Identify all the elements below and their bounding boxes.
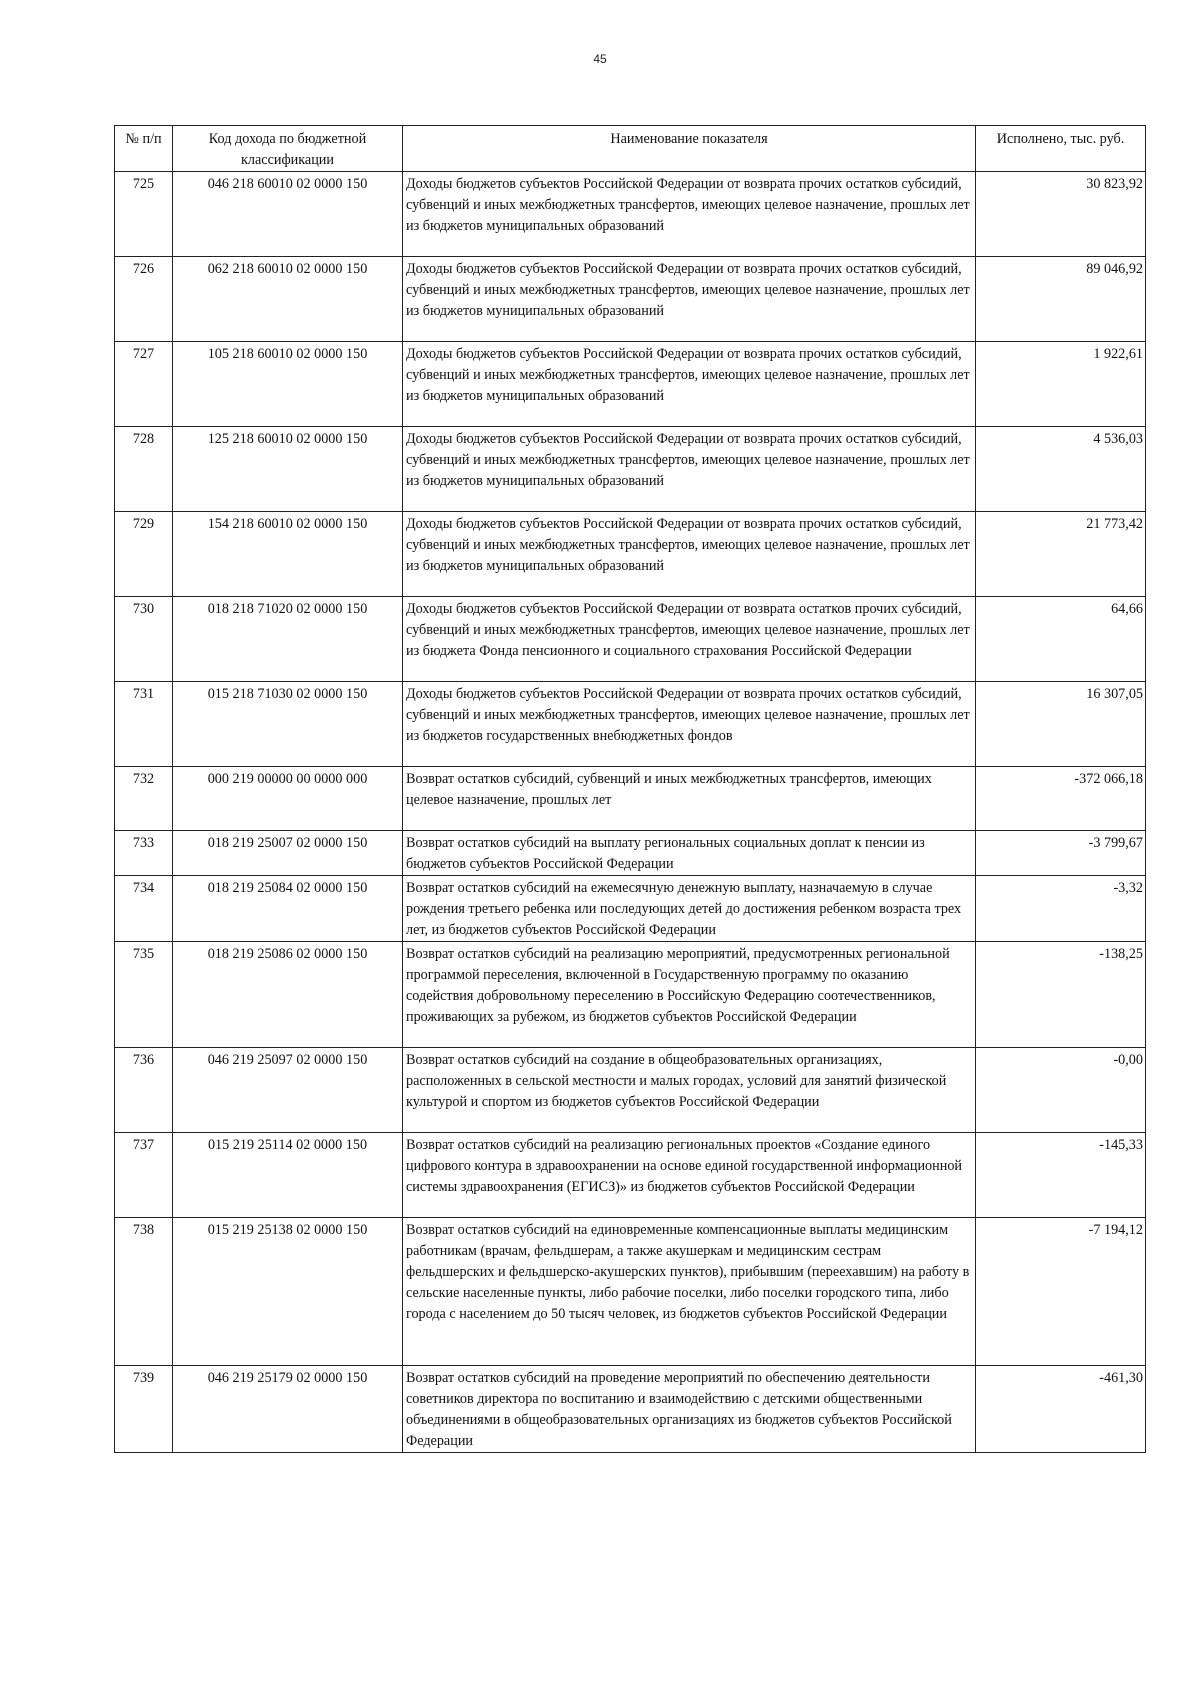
table-row xyxy=(115,1133,1146,1218)
table-row xyxy=(115,1366,1146,1453)
row-code: 046 218 60010 02 0000 150 xyxy=(173,172,403,257)
row-code: 018 218 71020 02 0000 150 xyxy=(173,597,403,682)
row-code: 018 219 25086 02 0000 150 xyxy=(173,942,403,1048)
table-row xyxy=(115,876,1146,942)
table-row xyxy=(115,1218,1146,1366)
row-name: Доходы бюджетов субъектов Российской Федерации от возврата прочих остатков субсидий, субвенций и иных межбюджетных трансфертов, имеющих целевое назначение, прошлых лет из бюджетов муниципальных образований xyxy=(403,342,976,427)
row-amount: -0,00 xyxy=(976,1048,1146,1133)
row-amount: 64,66 xyxy=(976,597,1146,682)
table-row xyxy=(115,767,1146,831)
row-name: Возврат остатков субсидий на единовременные компенсационные выплаты медицинским работникам (врачам, фельдшерам, а также акушеркам и медицинским сестрам фельдшерских и фельдшерско-акушерских пунктов), прибывшим (переехавшим) на работу в сельские населенные пункты, либо рабочие поселки, либо поселки городского типа, либо города с населением до 50 тысяч человек, из бюджетов субъектов Российской Федерации xyxy=(403,1218,976,1366)
header-num: № п/п xyxy=(115,126,173,172)
row-amount: -145,33 xyxy=(976,1133,1146,1218)
row-code: 018 219 25084 02 0000 150 xyxy=(173,876,403,942)
row-num: 738 xyxy=(115,1218,173,1366)
table-row xyxy=(115,257,1146,342)
row-num: 734 xyxy=(115,876,173,942)
header-name: Наименование показателя xyxy=(403,126,976,172)
row-num: 731 xyxy=(115,682,173,767)
row-num: 725 xyxy=(115,172,173,257)
row-amount: -461,30 xyxy=(976,1366,1146,1453)
row-num: 727 xyxy=(115,342,173,427)
row-num: 739 xyxy=(115,1366,173,1453)
row-amount: 4 536,03 xyxy=(976,427,1146,512)
row-code: 105 218 60010 02 0000 150 xyxy=(173,342,403,427)
page-number: 45 xyxy=(593,52,607,66)
row-name: Доходы бюджетов субъектов Российской Федерации от возврата прочих остатков субсидий, субвенций и иных межбюджетных трансфертов, имеющих целевое назначение, прошлых лет из бюджетов муниципальных образований xyxy=(403,427,976,512)
row-name: Доходы бюджетов субъектов Российской Федерации от возврата прочих остатков субсидий, субвенций и иных межбюджетных трансфертов, имеющих целевое назначение, прошлых лет из бюджетов государственных внебюджетных фондов xyxy=(403,682,976,767)
row-num: 728 xyxy=(115,427,173,512)
row-amount: 89 046,92 xyxy=(976,257,1146,342)
table-row xyxy=(115,942,1146,1048)
table-row xyxy=(115,597,1146,682)
row-name: Возврат остатков субсидий на проведение мероприятий по обеспечению деятельности советников директора по воспитанию и взаимодействию с детскими общественными объединениями в общеобразовательных организациях из бюджетов субъектов Российской Федерации xyxy=(403,1366,976,1453)
row-code: 015 218 71030 02 0000 150 xyxy=(173,682,403,767)
row-num: 736 xyxy=(115,1048,173,1133)
row-num: 729 xyxy=(115,512,173,597)
row-amount: -3 799,67 xyxy=(976,831,1146,876)
row-name: Возврат остатков субсидий на реализацию мероприятий, предусмотренных региональной программой переселения, включенной в Государственную программу по оказанию содействия добровольному переселению в Российскую Федерацию соотечественников, проживающих за рубежом, из бюджетов субъектов Российской Федерации xyxy=(403,942,976,1048)
budget-table xyxy=(114,125,1146,1453)
row-code: 015 219 25114 02 0000 150 xyxy=(173,1133,403,1218)
table-row xyxy=(115,682,1146,767)
row-amount: 21 773,42 xyxy=(976,512,1146,597)
row-name: Доходы бюджетов субъектов Российской Федерации от возврата прочих остатков субсидий, субвенций и иных межбюджетных трансфертов, имеющих целевое назначение, прошлых лет из бюджетов муниципальных образований xyxy=(403,172,976,257)
row-num: 730 xyxy=(115,597,173,682)
row-num: 737 xyxy=(115,1133,173,1218)
header-amount: Исполнено, тыс. руб. xyxy=(976,126,1146,172)
table-row xyxy=(115,831,1146,876)
row-amount: -7 194,12 xyxy=(976,1218,1146,1366)
table-row xyxy=(115,1048,1146,1133)
row-name: Возврат остатков субсидий на выплату региональных социальных доплат к пенсии из бюджетов субъектов Российской Федерации xyxy=(403,831,976,876)
table-body xyxy=(115,172,1146,1453)
table-row xyxy=(115,342,1146,427)
row-code: 154 218 60010 02 0000 150 xyxy=(173,512,403,597)
row-code: 062 218 60010 02 0000 150 xyxy=(173,257,403,342)
row-amount: -3,32 xyxy=(976,876,1146,942)
row-name: Возврат остатков субсидий на реализацию региональных проектов «Создание единого цифрового контура в здравоохранении на основе единой государственной информационной системы здравоохранения (ЕГИСЗ)» из бюджетов субъектов Российской Федерации xyxy=(403,1133,976,1218)
row-code: 000 219 00000 00 0000 000 xyxy=(173,767,403,831)
row-code: 018 219 25007 02 0000 150 xyxy=(173,831,403,876)
row-code: 015 219 25138 02 0000 150 xyxy=(173,1218,403,1366)
row-amount: -138,25 xyxy=(976,942,1146,1048)
row-amount: 16 307,05 xyxy=(976,682,1146,767)
row-name: Доходы бюджетов субъектов Российской Федерации от возврата остатков прочих субсидий, субвенций и иных межбюджетных трансфертов, имеющих целевое назначение, прошлых лет из бюджета Фонда пенсионного и социального страхования Российской Федерации xyxy=(403,597,976,682)
row-amount: 30 823,92 xyxy=(976,172,1146,257)
row-amount: -372 066,18 xyxy=(976,767,1146,831)
row-num: 726 xyxy=(115,257,173,342)
table-row xyxy=(115,427,1146,512)
table-row xyxy=(115,172,1146,257)
header-code: Код дохода по бюджетной классификации xyxy=(173,126,403,172)
row-num: 735 xyxy=(115,942,173,1048)
row-name: Доходы бюджетов субъектов Российской Федерации от возврата прочих остатков субсидий, субвенций и иных межбюджетных трансфертов, имеющих целевое назначение, прошлых лет из бюджетов муниципальных образований xyxy=(403,257,976,342)
row-name: Доходы бюджетов субъектов Российской Федерации от возврата прочих остатков субсидий, субвенций и иных межбюджетных трансфертов, имеющих целевое назначение, прошлых лет из бюджетов муниципальных образований xyxy=(403,512,976,597)
row-amount: 1 922,61 xyxy=(976,342,1146,427)
row-code: 046 219 25097 02 0000 150 xyxy=(173,1048,403,1133)
row-name: Возврат остатков субсидий на создание в общеобразовательных организациях, расположенных в сельской местности и малых городах, условий для занятий физической культурой и спортом из бюджетов субъектов Российской Федерации xyxy=(403,1048,976,1133)
row-name: Возврат остатков субсидий на ежемесячную денежную выплату, назначаемую в случае рождения третьего ребенка или последующих детей до достижения ребенком возраста трех лет, из бюджетов субъектов Российской Федерации xyxy=(403,876,976,942)
row-code: 046 219 25179 02 0000 150 xyxy=(173,1366,403,1453)
row-code: 125 218 60010 02 0000 150 xyxy=(173,427,403,512)
table-row xyxy=(115,512,1146,597)
row-name: Возврат остатков субсидий, субвенций и иных межбюджетных трансфертов, имеющих целевое назначение, прошлых лет xyxy=(403,767,976,831)
table-header-row xyxy=(115,126,1146,172)
row-num: 732 xyxy=(115,767,173,831)
row-num: 733 xyxy=(115,831,173,876)
